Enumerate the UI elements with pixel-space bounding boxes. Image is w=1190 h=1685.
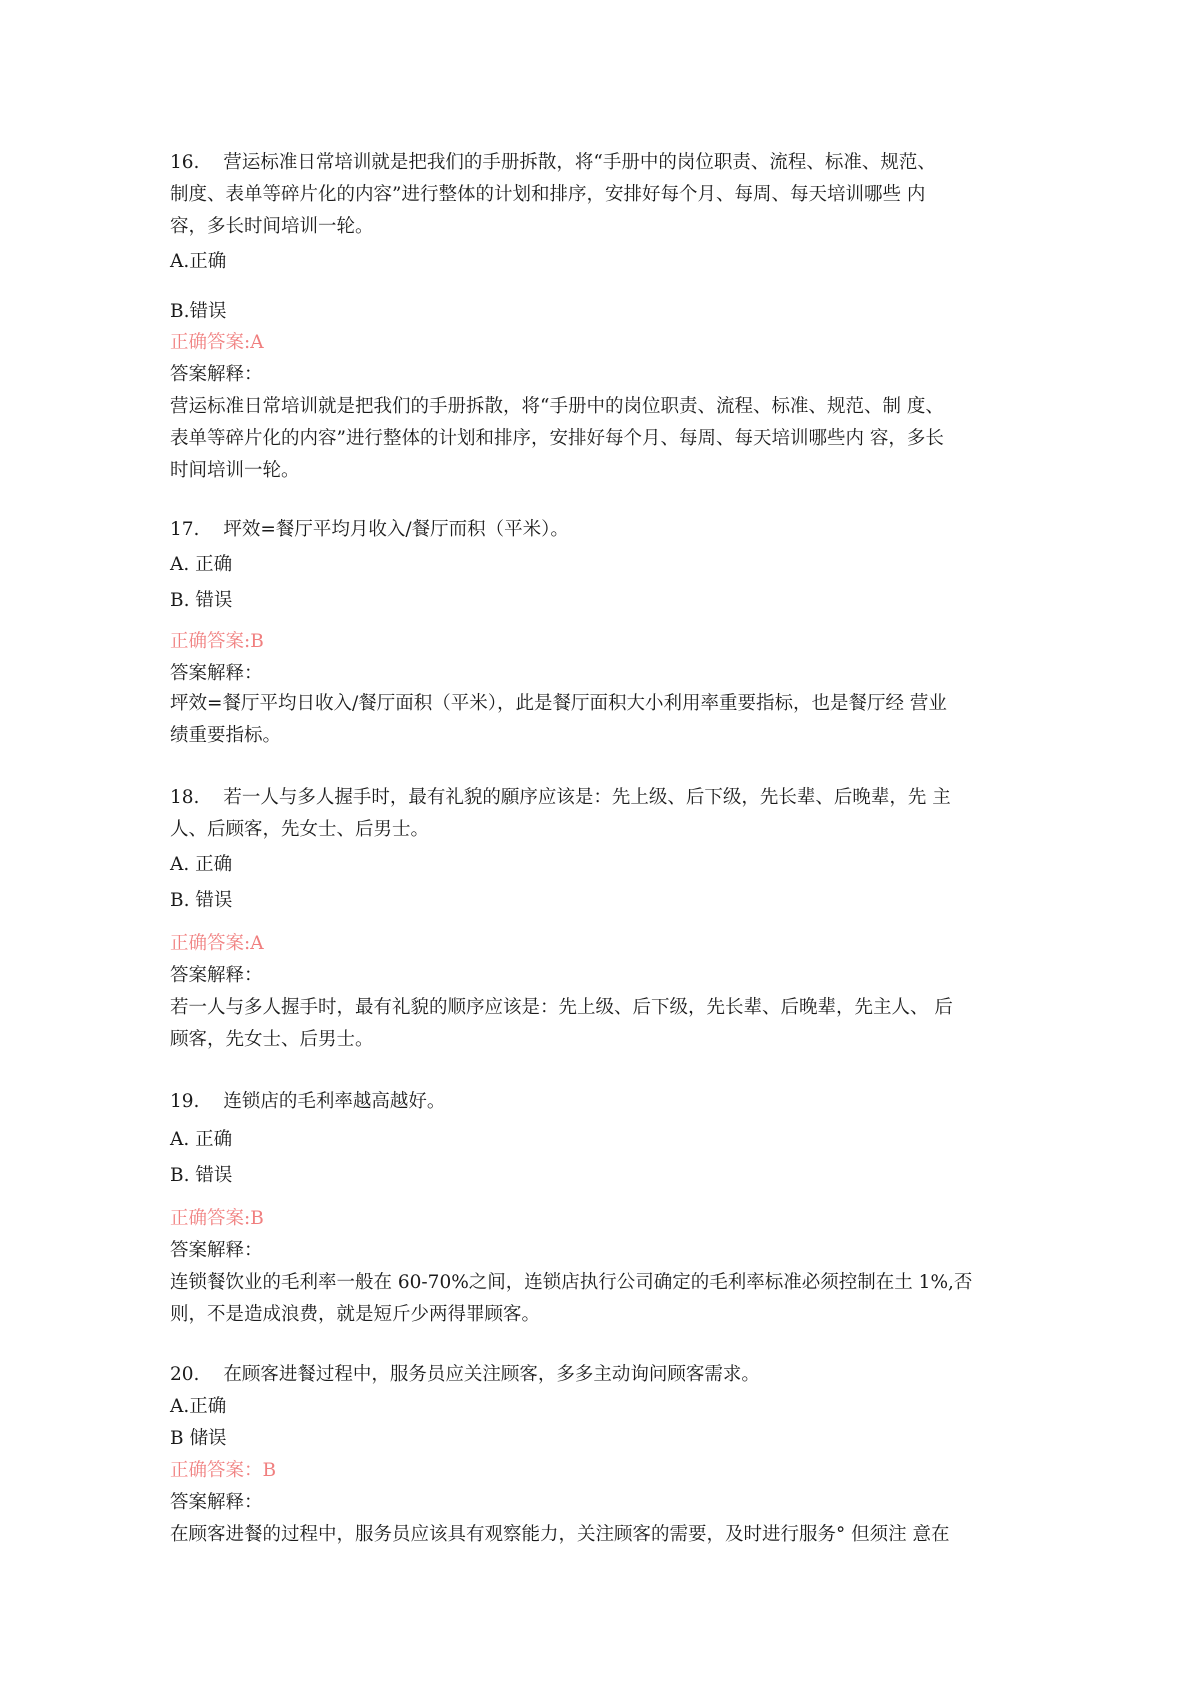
option-a: A. 正确 [170, 1129, 233, 1150]
explanation-label: 答案解释： [170, 1492, 263, 1513]
explanation-label: 答案解释： [170, 1240, 263, 1261]
correct-answer: 正确答案:A [170, 933, 264, 954]
explanation-line: 坪效=餐厅平均日收入/餐厅面积（平米），此是餐厅面积大小利用率重要指标，也是餐厅经 营业 [170, 693, 947, 714]
question-number: 18. [170, 787, 200, 808]
explanation-line: 表单等碎片化的内容”进行整体的计划和排序，安排好每个月、每周、每天培训哪些内 容，多长 [170, 428, 944, 449]
option-b: B. 错误 [170, 590, 233, 611]
explanation-line: 则，不是造成浪费，就是短斤少两得罪顾客。 [170, 1304, 541, 1325]
explanation-line: 在顾客进餐的过程中，服务员应该具有观察能力，关注顾客的需要，及时进行服务° 但须注 意在 [170, 1524, 950, 1545]
option-a: A.正确 [170, 251, 227, 272]
question-number: 16. [170, 152, 200, 173]
question-text-line: 19. 连锁店的毛利率越高越好。 [170, 1091, 446, 1112]
correct-answer: 正确答案:B [170, 631, 264, 652]
explanation-line: 若一人与多人握手时，最有礼貌的顺序应该是：先上级、后下级，先长辈、后晚辈，先主人、 后 [170, 997, 953, 1018]
option-a: A. 正确 [170, 554, 233, 575]
correct-answer: 正确答案：B [170, 1460, 277, 1481]
question-number: 17. [170, 519, 200, 540]
explanation-label: 答案解释： [170, 663, 263, 684]
option-b: B. 错误 [170, 1165, 233, 1186]
correct-answer: 正确答案:A [170, 332, 264, 353]
question-text-line: 人、后顾客，先女士、后男士。 [170, 819, 430, 840]
option-b: B. 错误 [170, 890, 233, 911]
option-b: B 储误 [170, 1428, 227, 1449]
explanation-line: 顾客，先女士、后男士。 [170, 1029, 374, 1050]
explanation-label: 答案解释： [170, 364, 263, 385]
explanation-line: 连锁餐饮业的毛利率一般在 60-70%之间，连锁店执行公司确定的毛利率标准必须控制在土 1%,否 [170, 1272, 973, 1293]
question-text-line: 容，多长时间培训一轮。 [170, 216, 374, 237]
question-text-line: 20. 在顾客进餐过程中，服务员应关注顾客，多多主动询问顾客需求。 [170, 1364, 760, 1385]
correct-answer: 正确答案:B [170, 1208, 264, 1229]
option-a: A. 正确 [170, 854, 233, 875]
explanation-line: 绩重要指标。 [170, 725, 282, 746]
question-text-line: 制度、表单等碎片化的内容”进行整体的计划和排序，安排好每个月、每周、每天培训哪些 内 [170, 184, 926, 205]
question-text-line: 16. 营运标准日常培训就是把我们的手册拆散，将“手册中的岗位职责、流程、标准、规范、 [170, 152, 936, 173]
question-number: 20. [170, 1364, 200, 1385]
question-text-line: 17. 坪效=餐厅平均月收入/餐厅而积（平米）。 [170, 519, 569, 540]
question-text-line: 18. 若一人与多人握手时，最有礼貌的願序应该是：先上级、后下级，先长辈、后晚辈，先 主 [170, 787, 951, 808]
option-b: B.错误 [170, 301, 227, 322]
explanation-line: 时间培训一轮。 [170, 460, 300, 481]
explanation-line: 营运标准日常培训就是把我们的手册拆散，将“手册中的岗位职责、流程、标准、规范、制 度、 [170, 396, 944, 417]
explanation-label: 答案解释： [170, 965, 263, 986]
question-number: 19. [170, 1091, 200, 1112]
option-a: A.正确 [170, 1396, 227, 1417]
